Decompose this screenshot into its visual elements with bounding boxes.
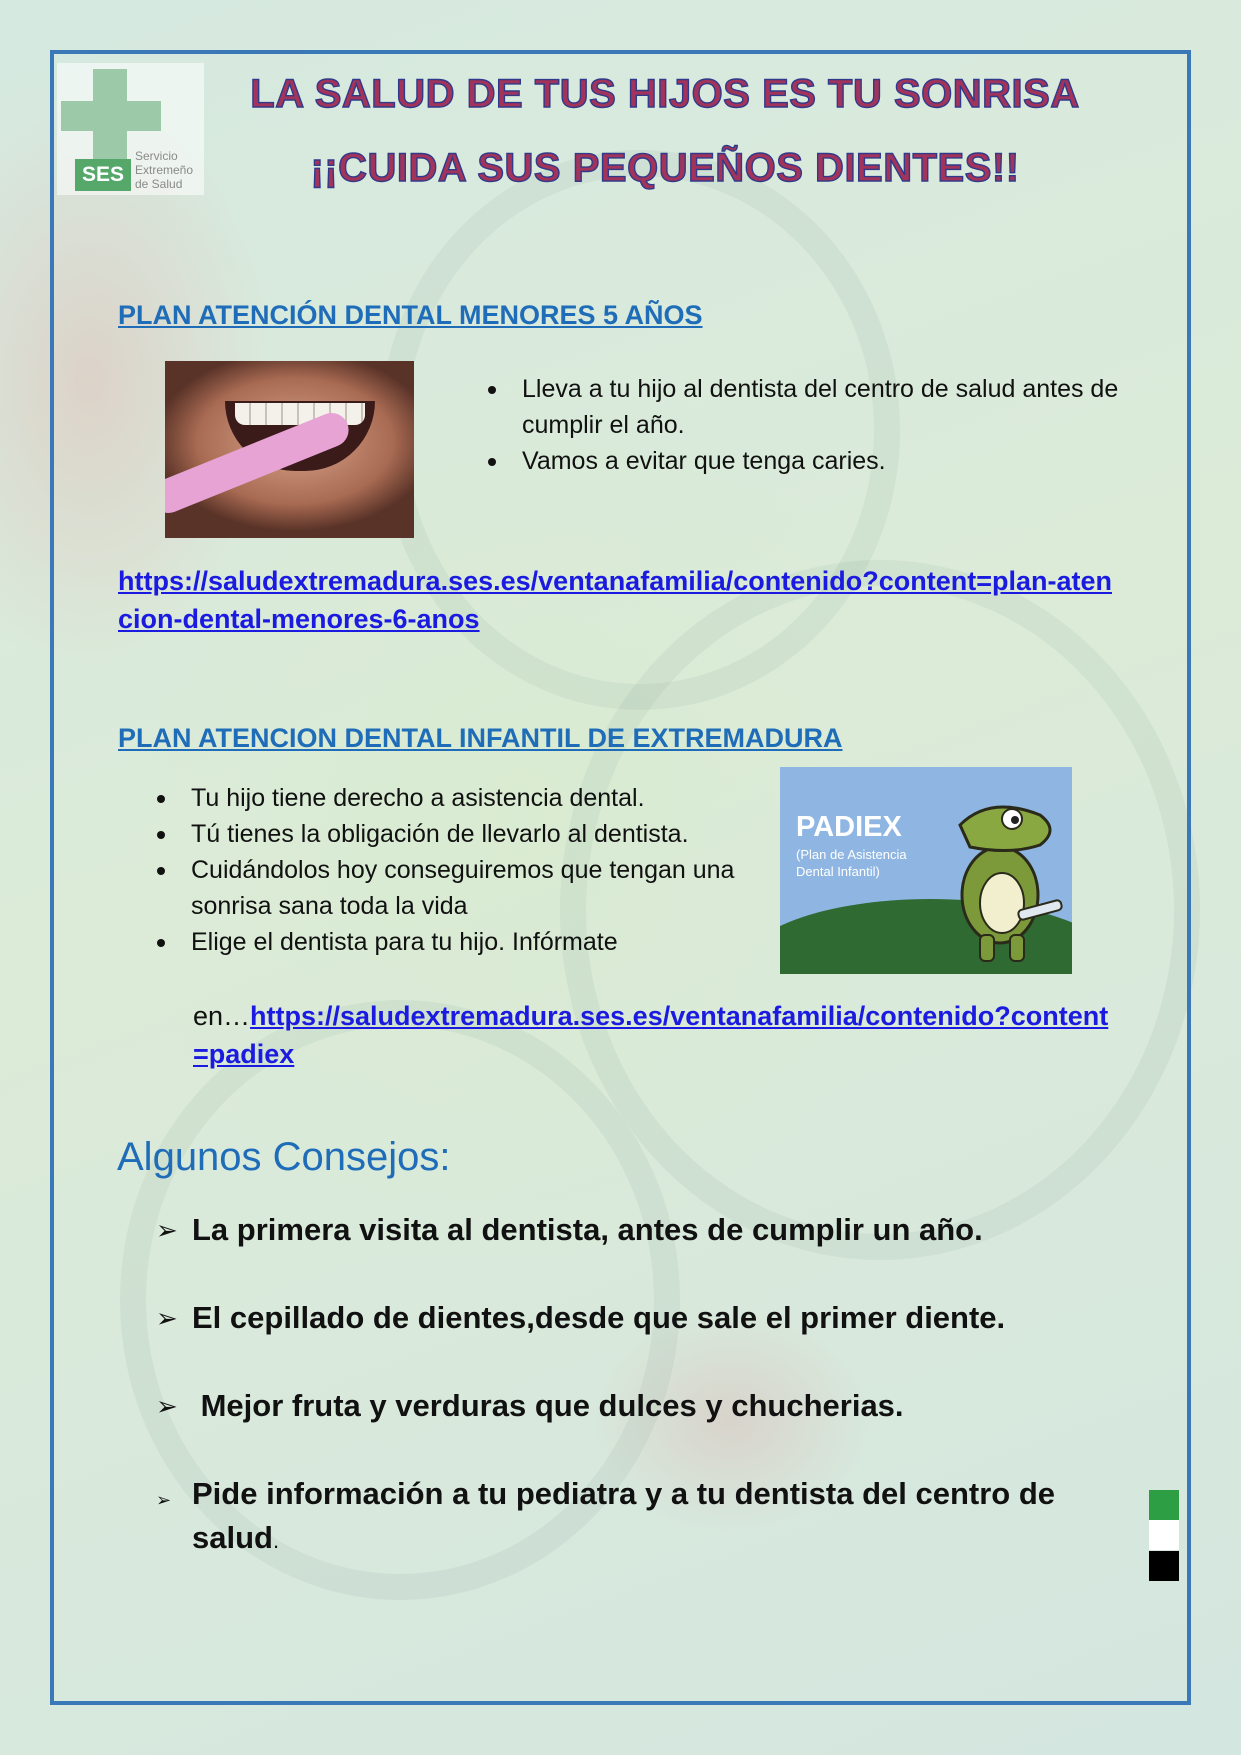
section2-heading: PLAN ATENCION DENTAL INFANTIL DE EXTREMADURA xyxy=(118,723,843,753)
list-item: Cuidándolos hoy conseguiremos que tengan una sonrisa sana toda la vida xyxy=(153,852,753,924)
section2-link-paragraph xyxy=(193,997,1123,1073)
section2-link[interactable]: https://saludextremadura.ses.es/ventanafamilia/contenido?content=padiex xyxy=(193,1001,1109,1069)
arrow-bullet-icon: ➢ xyxy=(156,1215,178,1245)
crocodile-mascot-icon xyxy=(930,785,1070,965)
section1-heading: PLAN ATENCIÓN DENTAL MENORES 5 AÑOS xyxy=(118,300,703,330)
list-item: ➢ El cepillado de dientes,desde que sale el primer diente. xyxy=(152,1296,1132,1340)
logo-org-name: Servicio Extremeño de Salud xyxy=(135,149,194,191)
child-toothbrush-photo xyxy=(165,361,414,538)
section1-bullet-list xyxy=(484,371,1124,479)
page-title-line2: ¡¡CUIDA SUS PEQUEÑOS DIENTES!! xyxy=(310,146,1020,190)
section2-bullet-list xyxy=(153,780,753,960)
list-item: ➢ La primera visita al dentista, antes de cumplir un año. xyxy=(152,1208,1132,1252)
list-item: ➢ Mejor fruta y verduras que dulces y chucherias. xyxy=(152,1384,1132,1428)
list-item: Lleva a tu hijo al dentista del centro de salud antes de cumplir el año. xyxy=(484,371,1124,443)
flag-stripe-green xyxy=(1149,1490,1179,1520)
section1-link[interactable]: https://saludextremadura.ses.es/ventanafamilia/contenido?content=plan-atencion-dental-menores-6-anos xyxy=(118,566,1112,634)
padiex-image xyxy=(780,767,1072,974)
list-item: Tu hijo tiene derecho a asistencia dental. xyxy=(153,780,753,816)
padiex-subtitle: (Plan de Asistencia Dental Infantil) xyxy=(796,847,907,879)
logo-badge: SES xyxy=(75,159,131,191)
arrow-bullet-icon: ➢ xyxy=(156,1303,178,1333)
list-item: Tú tienes la obligación de llevarlo al dentista. xyxy=(153,816,753,852)
flag-stripe-black xyxy=(1149,1551,1179,1581)
page-title-line1: LA SALUD DE TUS HIJOS ES TU SONRISA xyxy=(250,72,1080,116)
consejos-list xyxy=(152,1208,1132,1563)
padiex-brand: PADIEX xyxy=(796,811,902,843)
list-item: Vamos a evitar que tenga caries. xyxy=(484,443,1124,479)
ses-logo xyxy=(57,63,204,195)
link-prefix: en… xyxy=(193,1001,251,1031)
arrow-bullet-icon: ➢ xyxy=(156,1391,178,1421)
list-item: Elige el dentista para tu hijo. Infórmate xyxy=(153,924,753,960)
arrow-bullet-icon: ➢ xyxy=(156,1490,172,1510)
flag-stripe-white xyxy=(1149,1520,1179,1550)
consejos-heading: Algunos Consejos: xyxy=(117,1135,451,1179)
list-item: ➢ Pide información a tu pediatra y a tu dentista del centro de salud. xyxy=(156,1476,1056,1555)
